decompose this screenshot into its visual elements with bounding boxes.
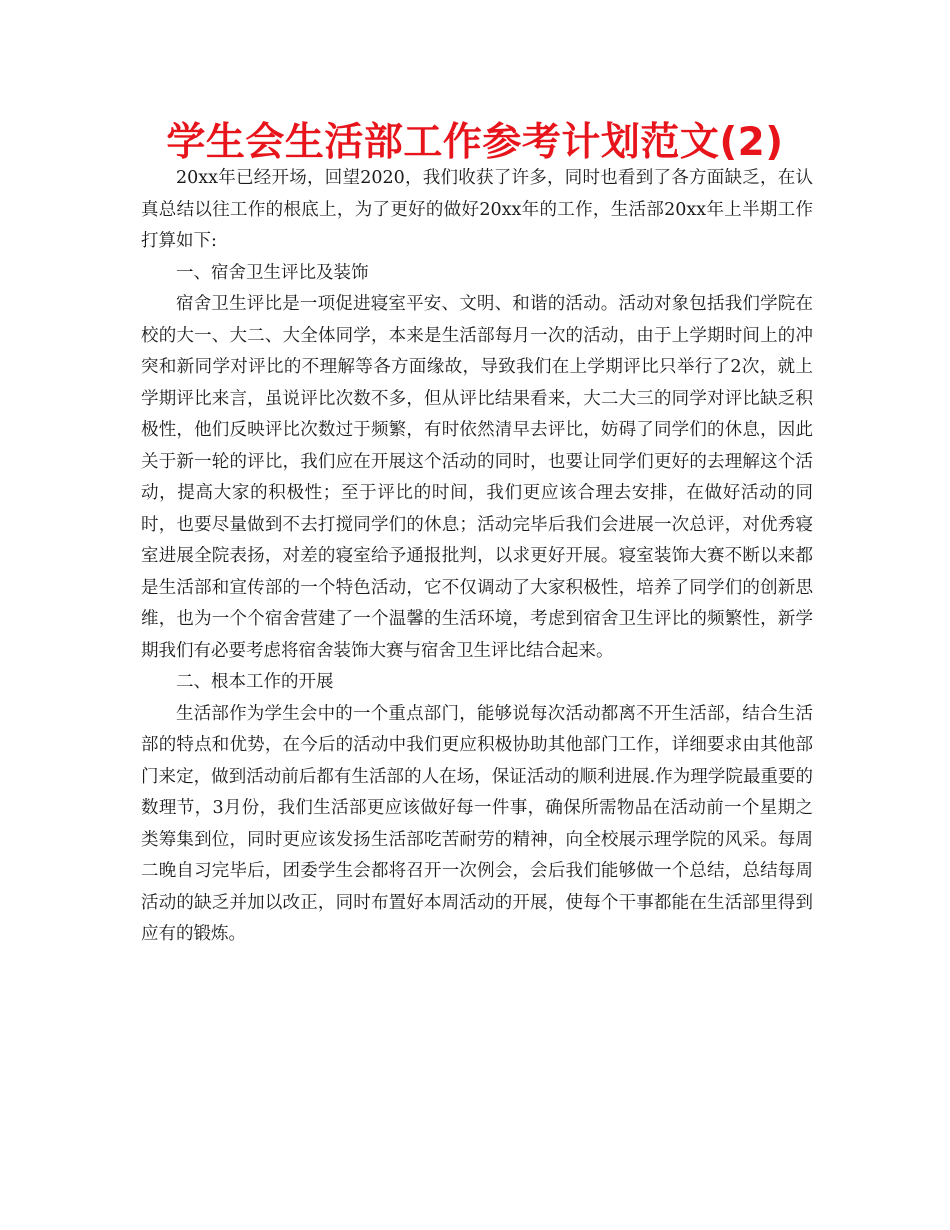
document-title: 学生会生活部工作参考计划范文(2) [166, 120, 784, 165]
basic-work-paragraph: 生活部作为学生会中的一个重点部门，能够说每次活动都离不开生活部，结合生活部的特点和优势，在今后的活动中我们更应积极协助其他部门工作，详细要求由其他部门来定，做到活动前后都有生活部的人在场，保证活动的顺利进展.作为理学院最重要的数理节，3月份，我们生活部更应该做好每一件事，确保所需物品在活动前一个星期之类筹集到位，同时更应该发扬生活部吃苦耐劳的精神，向全校展示理学院的风采。每周二晚自习完毕后，团委学生会都将召开一次例会，会后我们能够做一个总结，总结每周活动的缺乏并加以改正，同时布置好本周活动的开展，使每个干事都能在生活部里得到应有的锻炼。 [141, 703, 813, 944]
section-heading-dorm: 一、宿舍卫生评比及装饰 [176, 262, 369, 283]
dorm-paragraph: 宿舍卫生评比是一项促进寝室平安、文明、和谐的活动。活动对象包括我们学院在校的大一、大二、大全体同学，本来是生活部每月一次的活动，由于上学期时间上的冲突和新同学对评比的不理解等各方面缘故，导致我们在上学期评比只举行了2次，就上学期评比来言，虽说评比次数不多，但从评比结果看来，大二大三的同学对评比缺乏积极性，他们反映评比次数过于频繁，有时依然清早去评比，妨碍了同学们的休息，因此关于新一轮的评比，我们应在开展这个活动的同时，也要让同学们更好的去理解这个活动，提高大家的积极性；至于评比的时间，我们更应该合理去安排，在做好活动的同时，也要尽量做到不去打搅同学们的休息；活动完毕后我们会进展一次总评，对优秀寝室进展全院表扬，对差的寝室给予通报批判，以求更好开展。寝室装饰大赛不断以来都是生活部和宣传部的一个特色活动，它不仅调动了大家积极性，培养了同学们的创新思维，也为一个个宿舍营建了一个温馨的生活环境，考虑到宿舍卫生评比的频繁性，新学期我们有必要考虑将宿舍装饰大赛与宿舍卫生评比结合起来。 [141, 294, 813, 661]
intro-paragraph: 20xx年已经开场，回望2020，我们收获了许多，同时也看到了各方面缺乏，在认真总结以往工作的根底上，为了更好的做好20xx年的工作，生活部20xx年上半期工作打算如下: [141, 168, 813, 251]
document-body [141, 163, 813, 951]
section-heading-basic-work: 二、根本工作的开展 [176, 672, 334, 692]
